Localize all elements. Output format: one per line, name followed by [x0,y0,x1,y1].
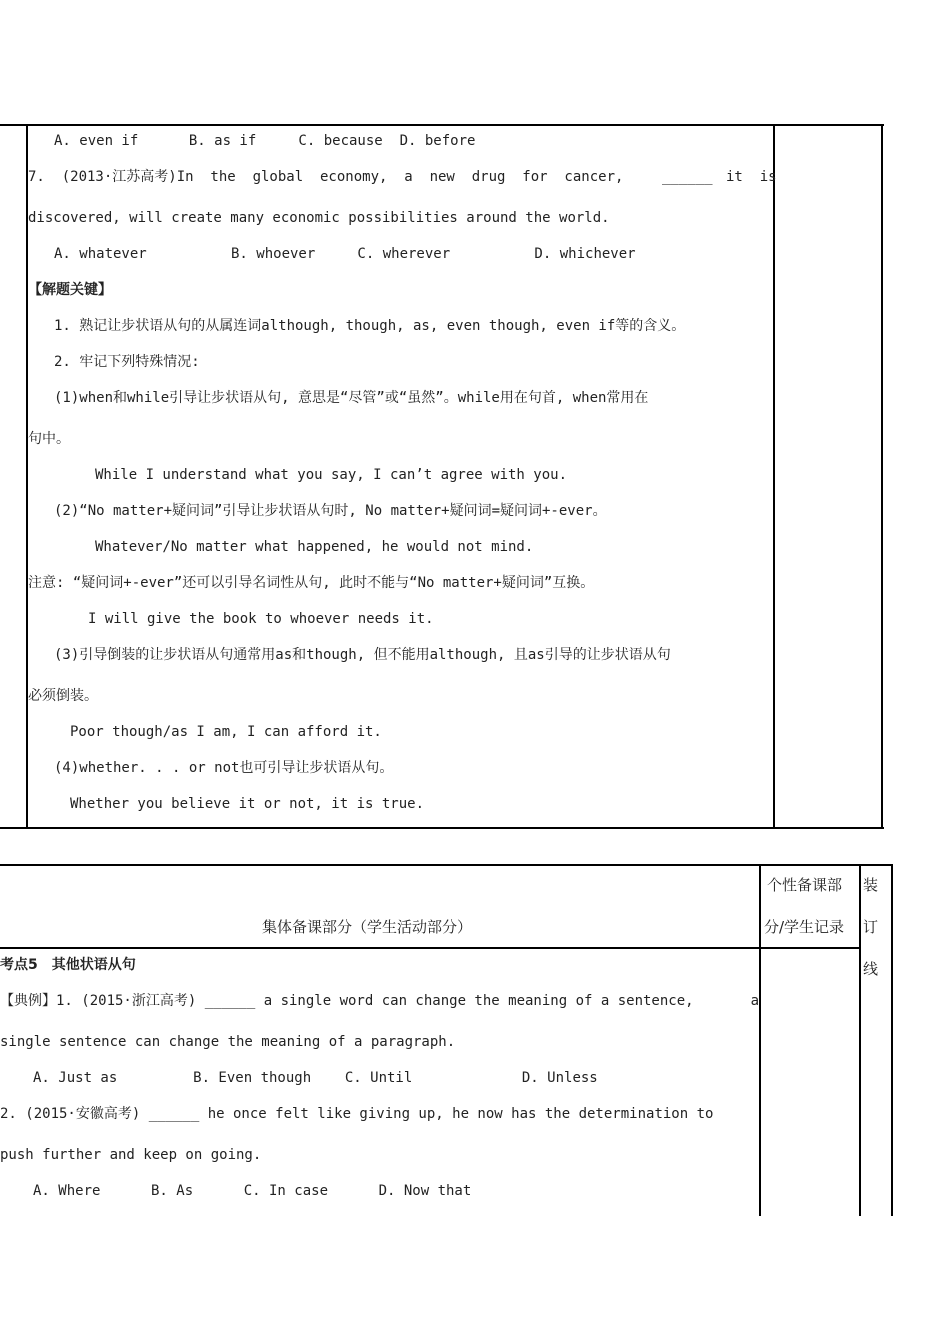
q7-options: A. whatever B. whoever C. wherever D. whichever [54,246,636,262]
rule3-example: Poor though/as I am, I can afford it. [70,724,382,740]
note: 注意: “疑问词+-ever”还可以引导名词性从句, 此时不能与“No matter+疑问词”互换。 [28,575,595,591]
rule2: (2)“No matter+疑问词”引导让步状语从句时, No matter+疑问词=疑问词+-ever。 [54,503,607,519]
header-side-line2: 分/学生记录 [764,918,845,936]
table2-binding-left-border [859,864,861,1216]
q7-line2: discovered, will create many economic possibilities around the world. [28,210,610,226]
topic-title: 考点5 其他状语从句 [0,957,136,973]
ex1-line1-left: 【典例】1. (2015·浙江高考) ______ a single word can change the meaning of a sentence, [0,993,694,1009]
table2-right-border [891,864,893,1216]
rule1-line1: (1)when和while引导让步状语从句, 意思是“尽管”或“虽然”。while用在句首, when常用在 [54,390,649,406]
table2-col-divider [759,864,761,1216]
binding-char-3: 线 [863,960,879,978]
table1-col-divider [773,124,775,829]
ex2-options: A. Where B. As C. In case D. Now that [33,1183,472,1199]
binding-char-2: 订 [863,918,879,936]
ex2-line2: push further and keep on going. [0,1147,262,1163]
rule3-line1: (3)引导倒装的让步状语从句通常用as和though, 但不能用although, 且as引导的让步状语从句 [54,647,671,663]
rule2-example: Whatever/No matter what happened, he would not mind. [95,539,534,555]
table1-bottom-border [0,827,884,829]
q7-line1-left: 7. (2013·江苏高考)In the global economy, a new drug for cancer, [28,169,624,185]
key-heading: 【解题关键】 [28,282,112,298]
rule3-line2: 必须倒装。 [28,688,98,704]
ex2-line1: 2. (2015·安徽高考) ______ he once felt like giving up, he now has the determination to [0,1106,714,1122]
ex1-line1 [0,992,759,1010]
ex1-line1-right: a [750,993,759,1009]
table1-left-inner-border [26,124,28,829]
rule1-line2: 句中。 [28,431,70,447]
ex1-line2: single sentence can change the meaning of a paragraph. [0,1034,456,1050]
rule4: (4)whether. . . or not也可引导让步状语从句。 [54,760,394,776]
ex1-options: A. Just as B. Even though C. Until D. Unless [33,1070,598,1086]
q7-blank: ______ [662,169,713,185]
header-side-line1: 个性备课部 [767,876,843,894]
note-example: I will give the book to whoever needs it. [88,611,434,627]
table1-right-border [881,124,883,829]
key-point-1: 1. 熟记让步状语从句的从属连词although, though, as, even though, even if等的含义。 [54,318,686,334]
rule1-example: While I understand what you say, I can’t agree with you. [95,467,568,483]
q7-line1-right: it is [726,169,777,185]
key-point-2: 2. 牢记下列特殊情况: [54,354,200,370]
binding-char-1: 装 [863,876,879,894]
rule4-example: Whether you believe it or not, it is true. [70,796,425,812]
header-main: 集体备课部分（学生活动部分） [262,918,473,936]
table1-top-border [0,124,884,126]
q6-options: A. even if B. as if C. because D. before [54,133,476,149]
table2-header-divider [0,947,860,949]
